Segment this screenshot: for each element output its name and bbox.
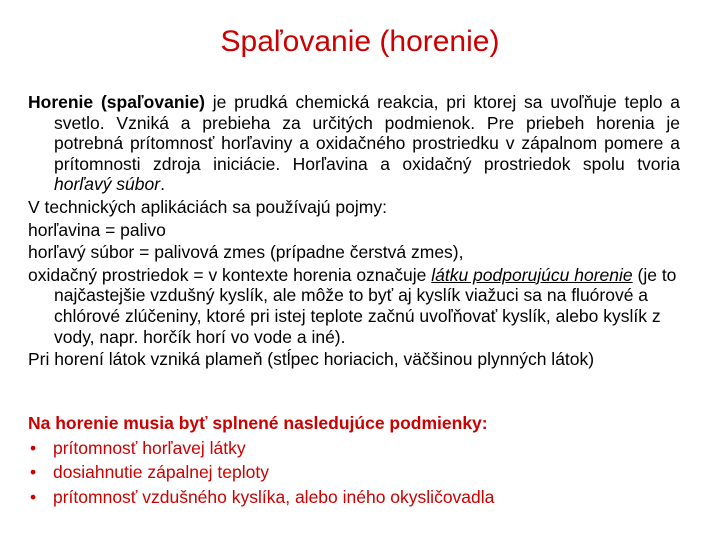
oxidizer-text-1: oxidačný prostriedok = v kontexte horenia označuje [28, 264, 432, 285]
oxidizer-emphasis: látku podporujúcu horenie [431, 264, 633, 285]
main-text [28, 92, 680, 370]
definition-text-2: . [160, 174, 165, 195]
flame-note: Pri horení látok vzniká plameň (stĺpec horiacich, väčšinou plynných látok) [28, 349, 595, 370]
bullet-icon: • [30, 462, 37, 482]
definition-text-1: je prudká chemická reakcia, pri ktorej sa uvoľňuje teplo a svetlo. Vzniká a prebieha za určitých podmienok. Pre priebeh horenia je potrebná prítomnosť horľaviny a oxidačného prostriedku v zápalnom pomere a prítomnosti zdroja iniciácie. Horľavina a oxidačný prostriedok spolu tvoria [54, 92, 681, 174]
bullet-icon: • [30, 437, 37, 458]
terms-intro: V technických aplikáciách sa používajú pojmy: [28, 196, 387, 217]
conditions-heading: Na horenie musia byť splnené nasledujúce podmienky: [28, 413, 488, 433]
condition-text: prítomnosť vzdušného kyslíka, alebo iného okysličovadla [53, 486, 495, 507]
condition-item [28, 460, 688, 485]
condition-text: dosiahnutie zápalnej teploty [53, 462, 269, 482]
conditions-list [28, 436, 688, 510]
page-title: Spaľovanie (horenie) [220, 25, 500, 58]
definition-paragraph [28, 92, 680, 195]
condition-item [28, 436, 688, 461]
oxidizer-text-2: (je to najčastejšie vzdušný kyslík, ale môže to byť aj kyslík viažuci sa na fluórové a chlórové zlúčeniny, ktoré pri istej teplote začnú uvoľňovať kyslík, alebo kyslík z vody, napr. horčík horí vo vode a iné). [54, 264, 677, 347]
bullet-icon: • [30, 486, 37, 507]
definition-term: Horenie (spaľovanie) [28, 92, 205, 112]
condition-item [28, 485, 688, 510]
conditions-block [28, 411, 688, 509]
term-mixture: horľavý súbor = palivová zmes (prípadne čerstvá zmes), [28, 242, 464, 263]
term-fuel: horľavina = palivo [28, 219, 166, 240]
condition-text: prítomnosť horľavej látky [53, 437, 246, 458]
oxidizer-paragraph [28, 265, 680, 347]
definition-emphasis: horľavý súbor [54, 174, 161, 195]
